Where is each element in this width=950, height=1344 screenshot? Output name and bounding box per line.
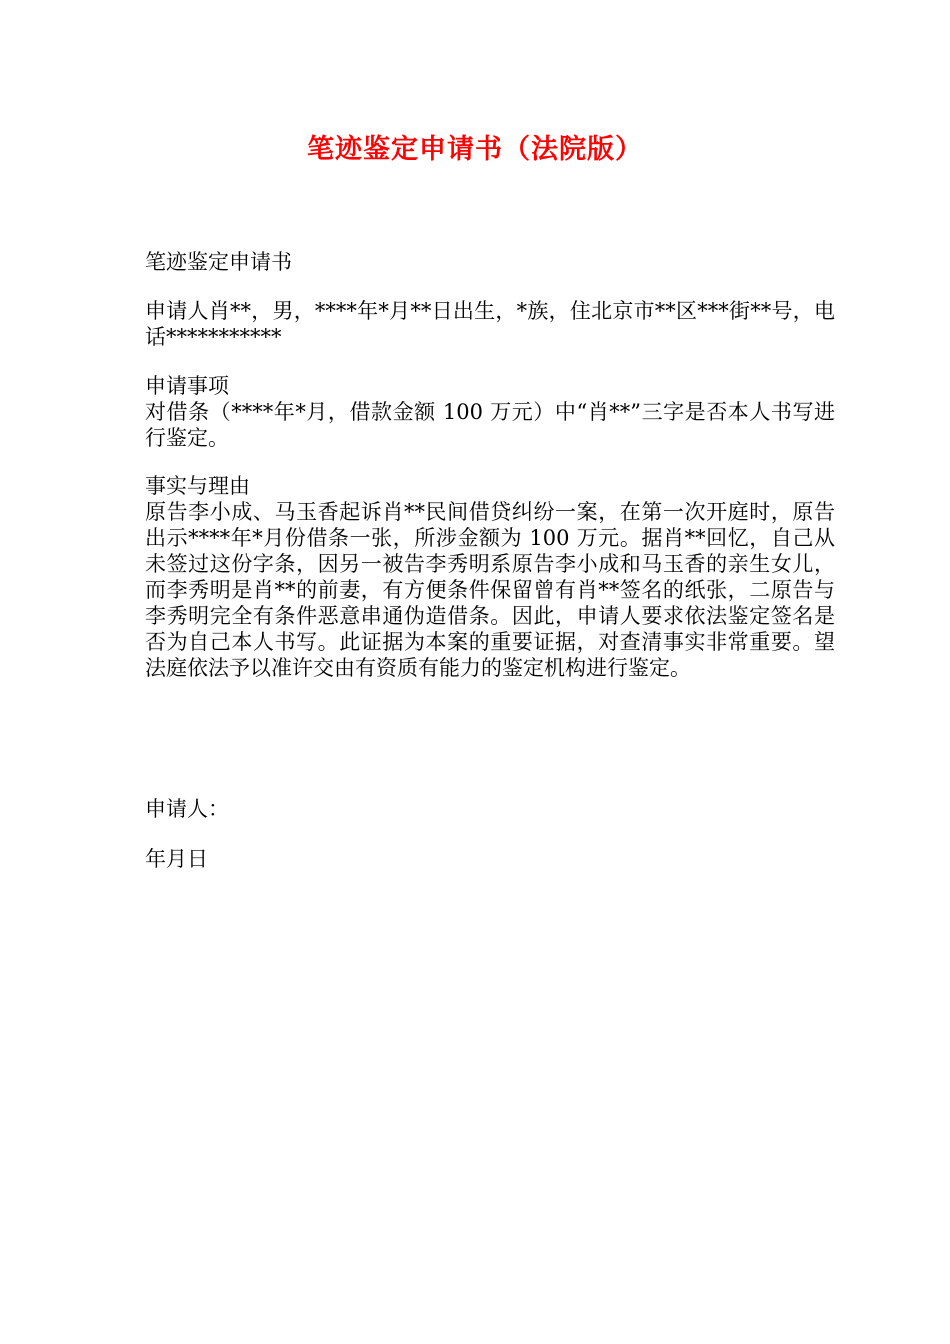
facts-and-reasons-label: 事实与理由 xyxy=(145,474,250,498)
facts-and-reasons-section xyxy=(145,473,835,681)
applicant-info-paragraph: 申请人肖**，男，****年*月**日出生，*族，住北京市**区***街**号，电话*********** xyxy=(145,299,835,349)
application-matter-label: 申请事项 xyxy=(145,374,229,398)
applicant-signature-label: 申请人： xyxy=(145,797,229,821)
document-title: 笔迹鉴定申请书（法院版） xyxy=(307,134,643,165)
application-matter-text: 对借条（****年*月，借款金额 100 万元）中“肖**”三字是否本人书写进行鉴定。 xyxy=(145,400,835,450)
facts-and-reasons-text: 原告李小成、马玉香起诉肖**民间借贷纠纷一案，在第一次开庭时，原告出示****年*月份借条一张，所涉金额为 100 万元。据肖**回忆，自己从未签过这份字条，因另一被告李秀明系原告李小成和马玉香的亲生女儿，而李秀明是肖**的前妻，有方便条件保留曾有肖**签名的纸张，二原告与李秀明完全有条件恶意串通伪造借条。因此，申请人要求依法鉴定签名是否为自己本人书写。此证据为本案的重要证据，对查清事实非常重要。望法庭依法予以准许交由有资质有能力的鉴定机构进行鉴定。 xyxy=(145,500,835,680)
date-label: 年月日 xyxy=(145,847,208,871)
application-matter-section xyxy=(145,373,835,451)
document-heading: 笔迹鉴定申请书 xyxy=(145,250,292,274)
